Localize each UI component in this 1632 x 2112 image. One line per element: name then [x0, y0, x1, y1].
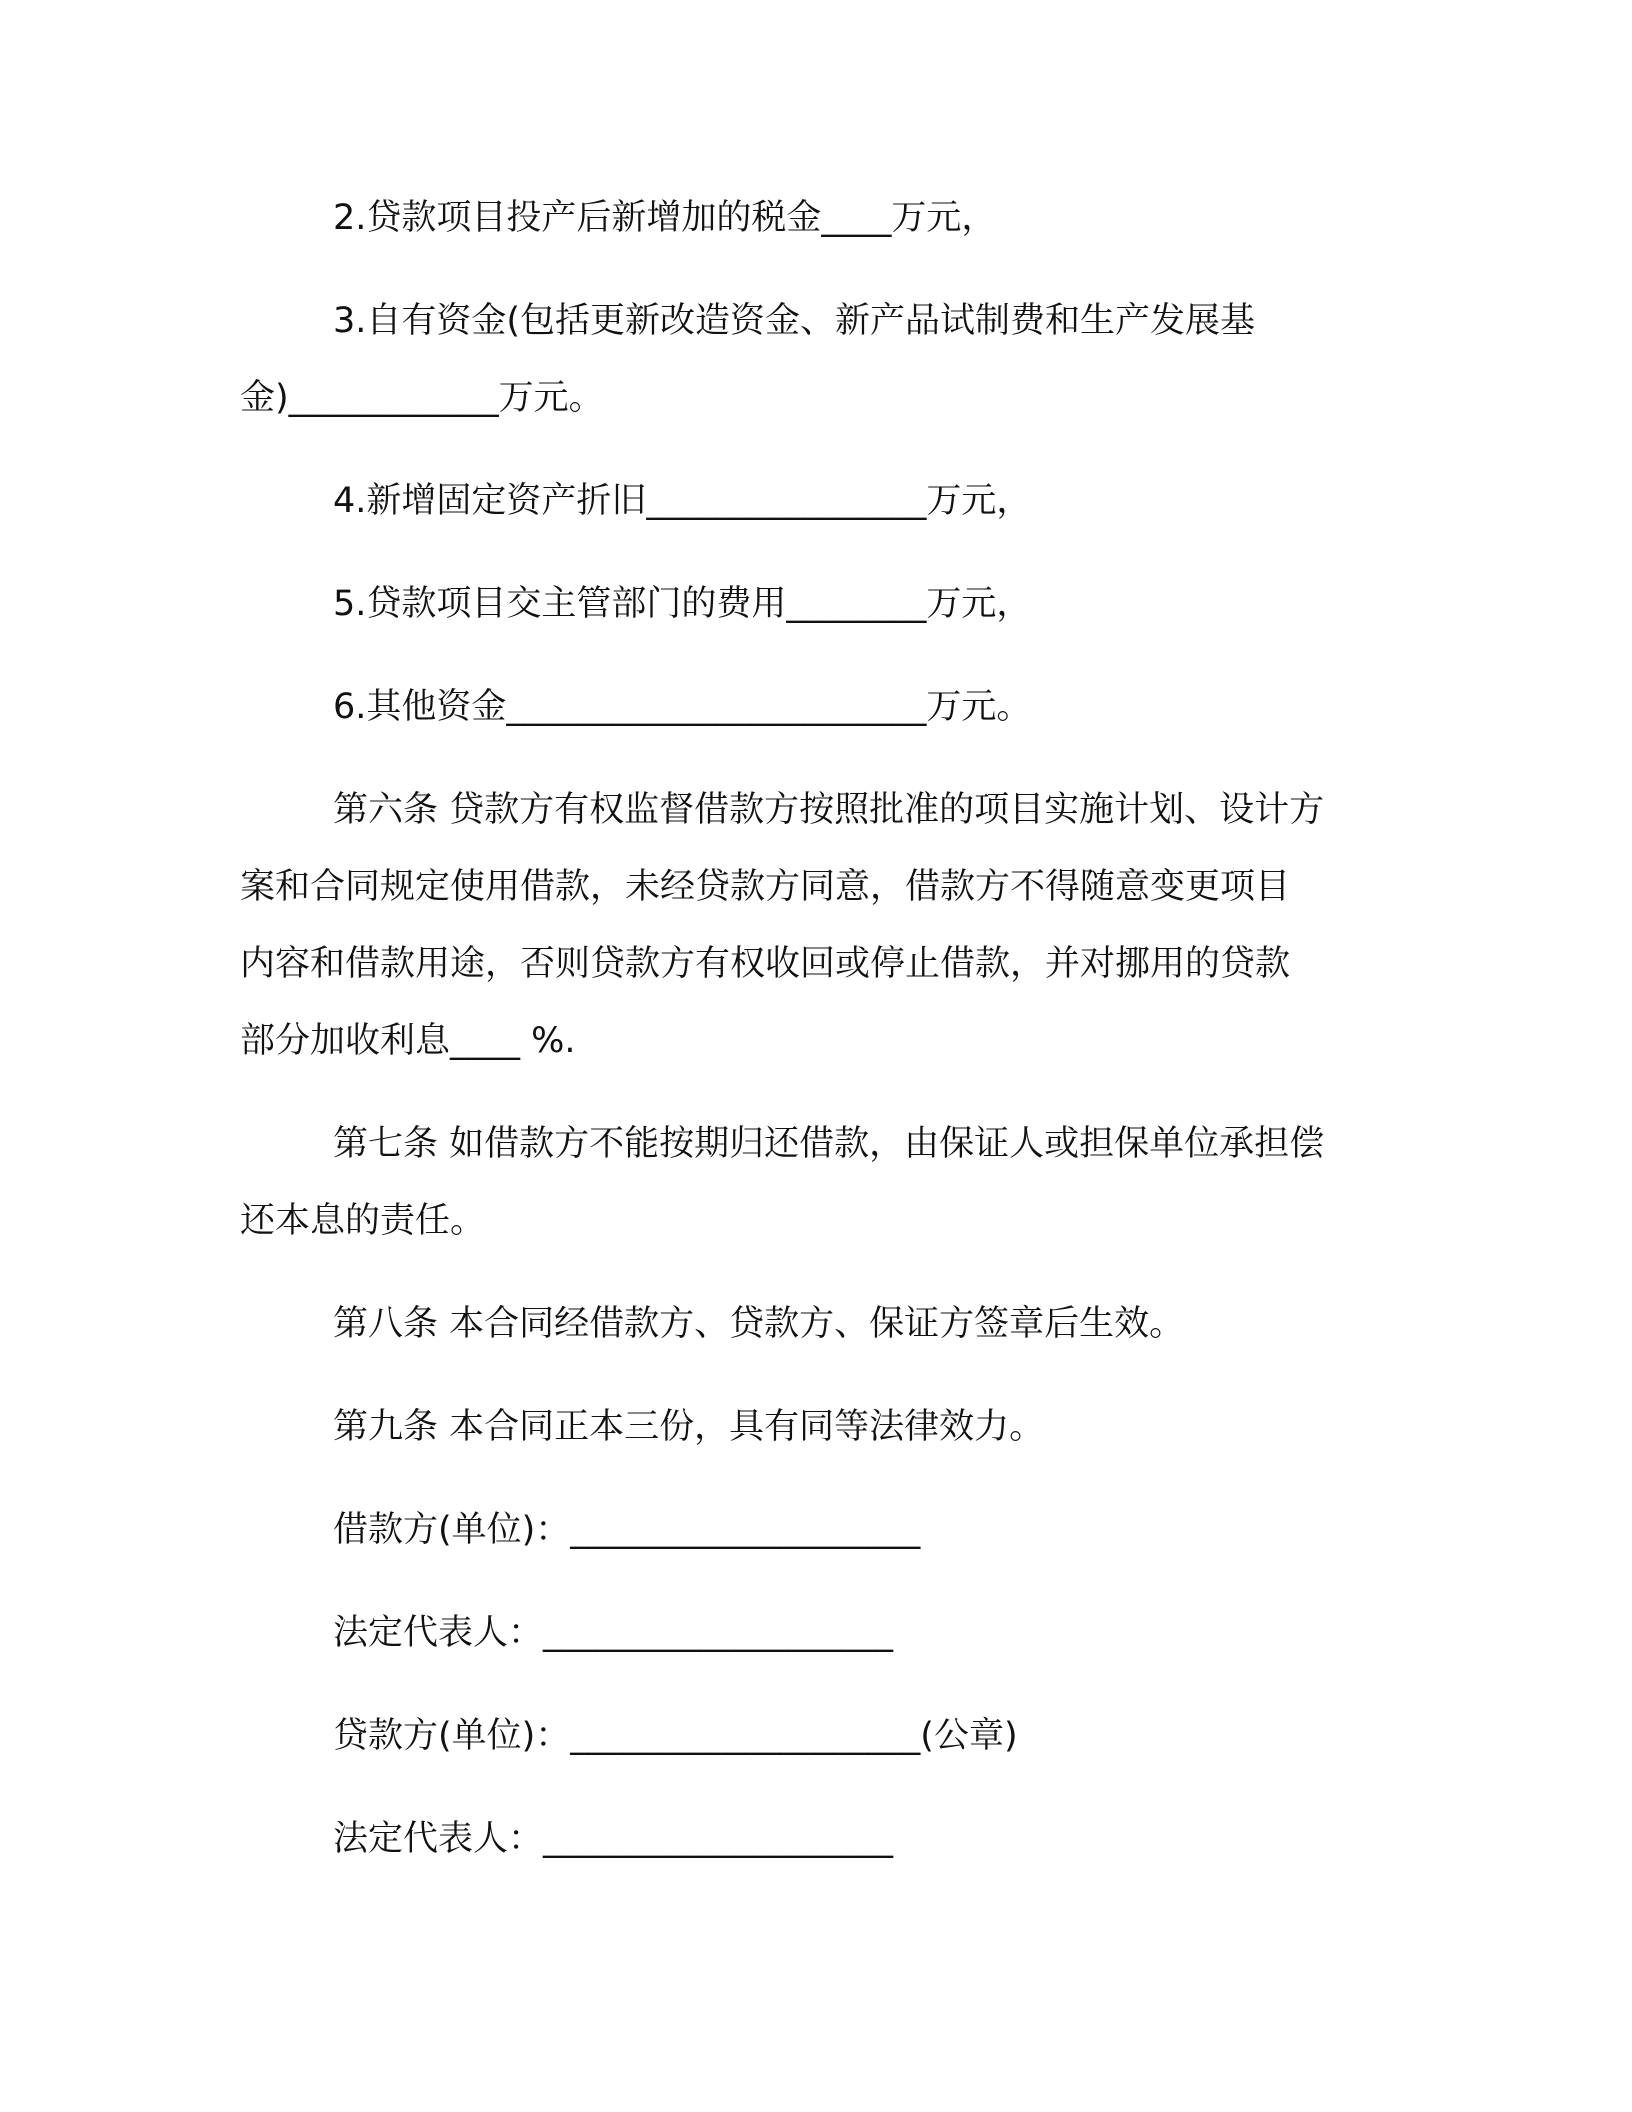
clause-item-3-continued: 金)____________万元。	[240, 378, 604, 418]
article-9: 第九条 本合同正本三份，具有同等法律效力。	[333, 1407, 1045, 1447]
article-6-line-2: 案和合同规定使用借款，未经贷款方同意，借款方不得随意变更项目	[240, 867, 1291, 907]
borrower-legal-rep-field: 法定代表人：____________________	[333, 1613, 894, 1653]
article-6-line-1: 第六条 贷款方有权监督借款方按照批准的项目实施计划、设计方	[333, 790, 1325, 830]
article-8: 第八条 本合同经借款方、贷款方、保证方签章后生效。	[333, 1304, 1185, 1344]
clause-item-3: 3.自有资金(包括更新改造资金、新产品试制费和生产发展基	[333, 301, 1256, 341]
article-6-line-4: 部分加收利息____ %.	[240, 1021, 576, 1061]
clause-item-4: 4.新增固定资产折旧________________万元，	[333, 481, 1032, 521]
article-6-line-3: 内容和借款用途，否则贷款方有权收回或停止借款，并对挪用的贷款	[240, 944, 1291, 984]
lender-legal-rep-field: 法定代表人：____________________	[333, 1819, 894, 1859]
clause-item-6: 6.其他资金________________________万元。	[333, 687, 1032, 727]
borrower-unit-field: 借款方(单位)：____________________	[333, 1510, 921, 1550]
article-7-line-2: 还本息的责任。	[240, 1201, 486, 1241]
article-7-line-1: 第七条 如借款方不能按期归还借款，由保证人或担保单位承担偿	[333, 1124, 1325, 1164]
clause-item-2: 2.贷款项目投产后新增加的税金____万元，	[333, 198, 997, 238]
lender-unit-field: 贷款方(单位)：____________________(公章)	[333, 1716, 1018, 1756]
clause-item-5: 5.贷款项目交主管部门的费用________万元，	[333, 584, 1032, 624]
